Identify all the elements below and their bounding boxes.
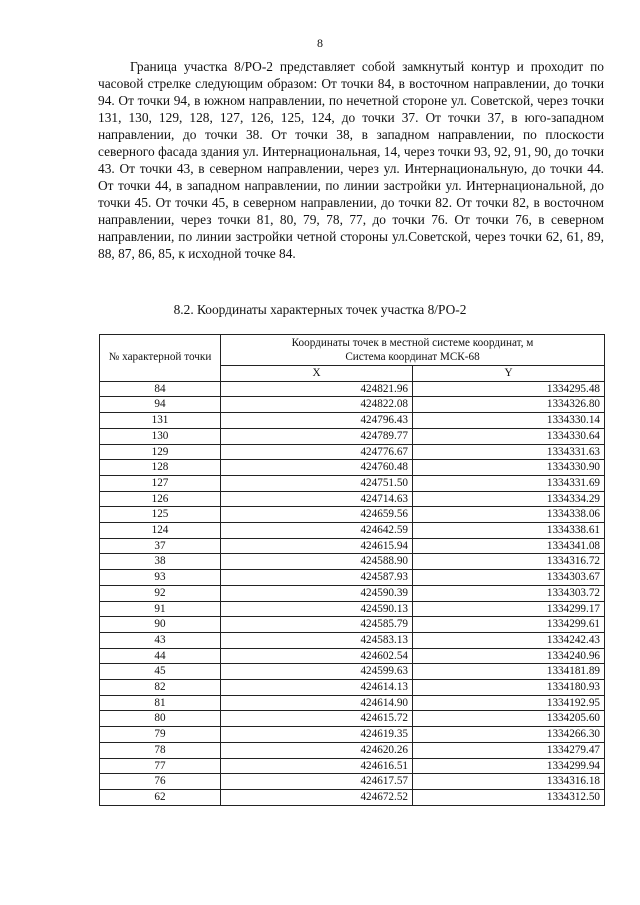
cell-y: 1334338.61 [413, 523, 605, 539]
header-y: Y [413, 366, 605, 382]
cell-point-number: 43 [100, 632, 221, 648]
header-coordinates-group [221, 335, 605, 366]
cell-x: 424587.93 [221, 570, 413, 586]
cell-x: 424776.67 [221, 444, 413, 460]
cell-x: 424642.59 [221, 523, 413, 539]
cell-x: 424599.63 [221, 664, 413, 680]
cell-point-number: 92 [100, 585, 221, 601]
table-row [100, 460, 605, 476]
cell-x: 424616.51 [221, 758, 413, 774]
cell-x: 424822.08 [221, 397, 413, 413]
table-row [100, 758, 605, 774]
cell-point-number: 79 [100, 727, 221, 743]
cell-y: 1334266.30 [413, 727, 605, 743]
cell-x: 424796.43 [221, 413, 413, 429]
cell-y: 1334316.18 [413, 774, 605, 790]
cell-point-number: 128 [100, 460, 221, 476]
cell-point-number: 62 [100, 789, 221, 805]
table-row [100, 695, 605, 711]
cell-y: 1334338.06 [413, 507, 605, 523]
cell-point-number: 126 [100, 491, 221, 507]
cell-x: 424590.39 [221, 585, 413, 601]
cell-y: 1334180.93 [413, 680, 605, 696]
cell-x: 424583.13 [221, 632, 413, 648]
cell-x: 424619.35 [221, 727, 413, 743]
cell-y: 1334303.67 [413, 570, 605, 586]
table-row [100, 789, 605, 805]
cell-y: 1334303.72 [413, 585, 605, 601]
cell-point-number: 93 [100, 570, 221, 586]
cell-point-number: 125 [100, 507, 221, 523]
cell-point-number: 78 [100, 742, 221, 758]
table-row [100, 381, 605, 397]
table-row [100, 570, 605, 586]
cell-x: 424615.94 [221, 538, 413, 554]
cell-x: 424751.50 [221, 475, 413, 491]
table-row [100, 397, 605, 413]
cell-point-number: 76 [100, 774, 221, 790]
cell-y: 1334341.08 [413, 538, 605, 554]
table-row [100, 554, 605, 570]
cell-x: 424614.13 [221, 680, 413, 696]
cell-point-number: 124 [100, 523, 221, 539]
cell-x: 424588.90 [221, 554, 413, 570]
table-row [100, 428, 605, 444]
cell-x: 424615.72 [221, 711, 413, 727]
table-row [100, 648, 605, 664]
table-row [100, 413, 605, 429]
cell-y: 1334192.95 [413, 695, 605, 711]
table-row [100, 664, 605, 680]
cell-point-number: 91 [100, 601, 221, 617]
cell-y: 1334330.64 [413, 428, 605, 444]
cell-point-number: 45 [100, 664, 221, 680]
cell-point-number: 38 [100, 554, 221, 570]
cell-y: 1334330.90 [413, 460, 605, 476]
cell-y: 1334205.60 [413, 711, 605, 727]
cell-y: 1334331.69 [413, 475, 605, 491]
table-row [100, 444, 605, 460]
table-row [100, 507, 605, 523]
table-row [100, 538, 605, 554]
table-row [100, 523, 605, 539]
cell-point-number: 127 [100, 475, 221, 491]
boundary-description-paragraph: Граница участка 8/РО-2 представляет собой замкнутый контур и проходит по часовой стрелке следующим образом: От точки 84, в восточном направлении, до точки 94. От точки 94, в южном направлении, по нечетной стороне ул. Советской, через точки 131, 130, 129, 128, 127, 126, 125, 124, до точки 37. От точки 37, в юго-западном направлении, до точки 38. От точки 38, в западном направлении, по плоскости северного фасада здания ул. Интернациональная, 14, через точки 93, 92, 91, 90, до точки 43. От точки 43, в северном направлении, через ул. Интернациональную, до точки 44. От точки 44, в западном направлении, по линии застройки ул. Интернациональной, до точки 45. От точки 45, в северном направлении, до точки 82. От точки 82, в восточном направлении, через точки 81, 80, 79, 78, 77, до точки 76. От точки 76, в северном направлении, по линии застройки четной стороны ул.Советской, через точки 62, 61, 89, 88, 87, 86, 85, к исходной точке 84. [98, 59, 604, 261]
cell-x: 424620.26 [221, 742, 413, 758]
cell-point-number: 80 [100, 711, 221, 727]
cell-point-number: 44 [100, 648, 221, 664]
cell-y: 1334312.50 [413, 789, 605, 805]
cell-point-number: 37 [100, 538, 221, 554]
cell-y: 1334331.63 [413, 444, 605, 460]
section-title: 8.2. Координаты характерных точек участка 8/РО-2 [173, 302, 467, 317]
coordinates-table [99, 334, 605, 806]
cell-y: 1334326.80 [413, 397, 605, 413]
cell-y: 1334330.14 [413, 413, 605, 429]
cell-y: 1334295.48 [413, 381, 605, 397]
table-row [100, 727, 605, 743]
header-x: X [221, 366, 413, 382]
cell-y: 1334299.17 [413, 601, 605, 617]
cell-point-number: 82 [100, 680, 221, 696]
page-number: 8 [317, 36, 323, 50]
table-row [100, 711, 605, 727]
cell-x: 424714.63 [221, 491, 413, 507]
cell-point-number: 94 [100, 397, 221, 413]
header-point-number: № характерной точки [100, 335, 221, 382]
table-header-row [100, 335, 605, 366]
cell-y: 1334181.89 [413, 664, 605, 680]
cell-x: 424821.96 [221, 381, 413, 397]
table-row [100, 475, 605, 491]
table-row [100, 680, 605, 696]
cell-y: 1334299.94 [413, 758, 605, 774]
cell-y: 1334334.29 [413, 491, 605, 507]
cell-x: 424585.79 [221, 617, 413, 633]
cell-x: 424789.77 [221, 428, 413, 444]
cell-point-number: 130 [100, 428, 221, 444]
header-coordinates-line1: Координаты точек в местной системе координат, м [291, 337, 534, 349]
table-row [100, 491, 605, 507]
cell-y: 1334299.61 [413, 617, 605, 633]
cell-x: 424659.56 [221, 507, 413, 523]
cell-x: 424590.13 [221, 601, 413, 617]
cell-x: 424614.90 [221, 695, 413, 711]
cell-y: 1334279.47 [413, 742, 605, 758]
header-coordinates-line2: Система координат МСК-68 [345, 351, 480, 363]
table-row [100, 632, 605, 648]
cell-y: 1334240.96 [413, 648, 605, 664]
cell-x: 424672.52 [221, 789, 413, 805]
cell-point-number: 90 [100, 617, 221, 633]
table-row [100, 585, 605, 601]
table-row [100, 617, 605, 633]
cell-point-number: 81 [100, 695, 221, 711]
table-row [100, 774, 605, 790]
cell-y: 1334316.72 [413, 554, 605, 570]
cell-point-number: 129 [100, 444, 221, 460]
table-row [100, 601, 605, 617]
cell-x: 424602.54 [221, 648, 413, 664]
table-row [100, 742, 605, 758]
cell-point-number: 131 [100, 413, 221, 429]
cell-x: 424617.57 [221, 774, 413, 790]
cell-point-number: 84 [100, 381, 221, 397]
coordinates-table-body [100, 381, 605, 805]
cell-x: 424760.48 [221, 460, 413, 476]
cell-point-number: 77 [100, 758, 221, 774]
cell-y: 1334242.43 [413, 632, 605, 648]
